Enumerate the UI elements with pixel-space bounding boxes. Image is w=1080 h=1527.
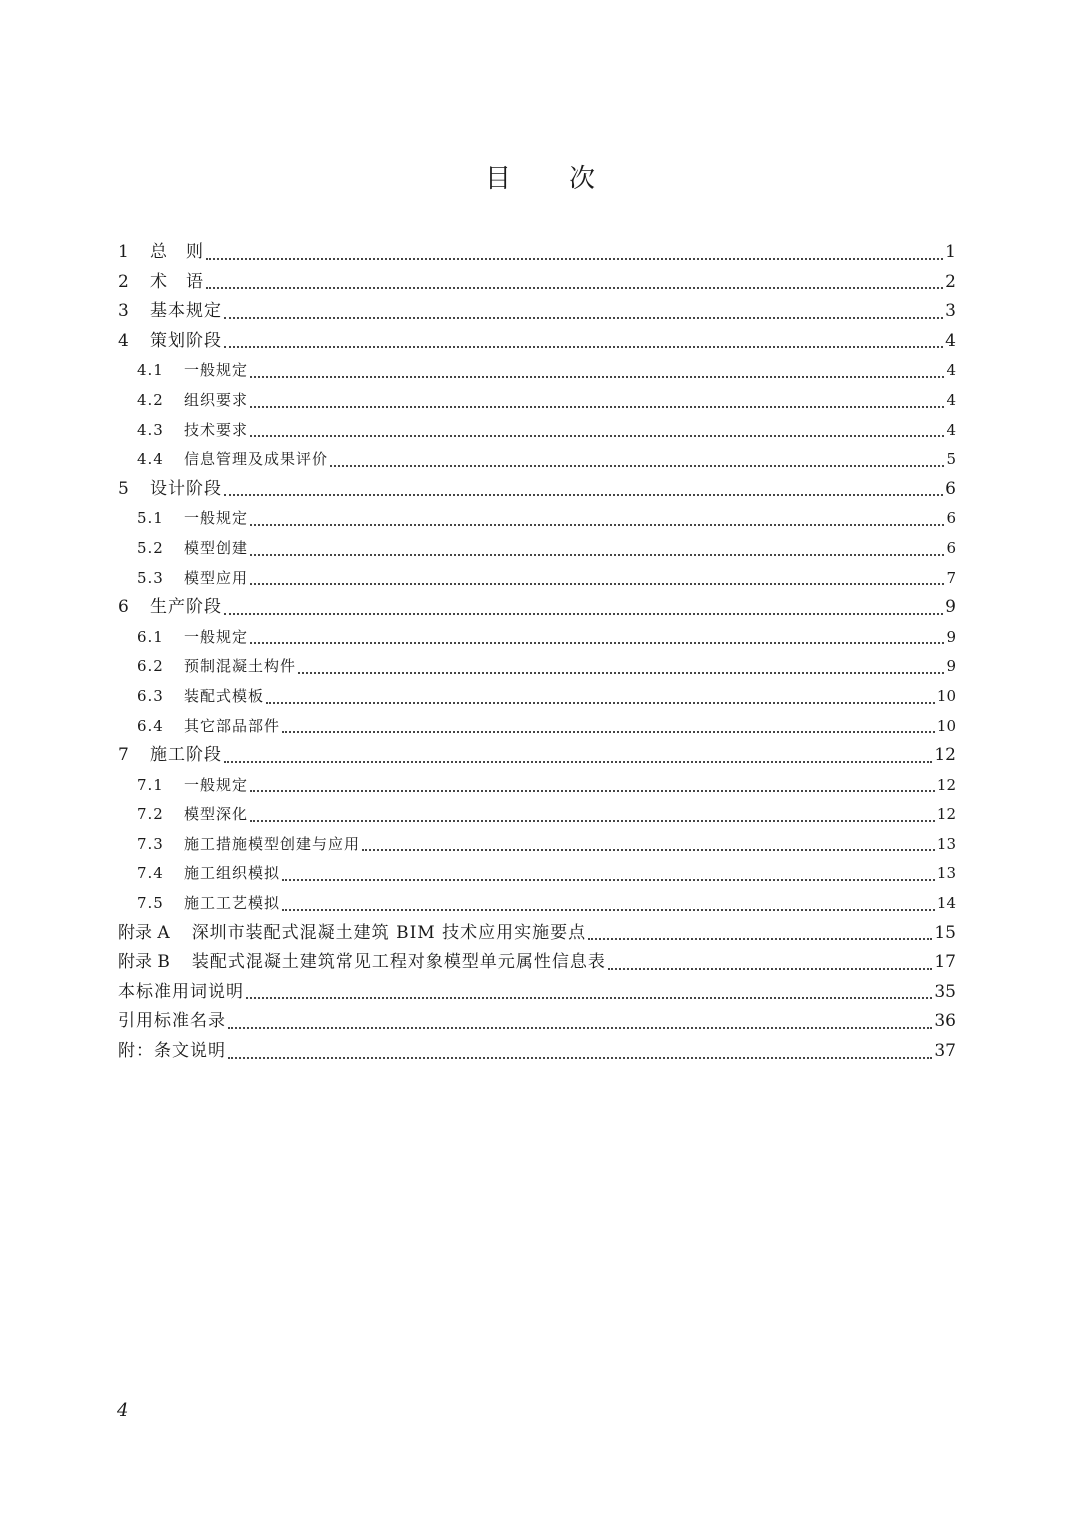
toc-entry-page: 5 xyxy=(946,450,956,469)
toc-entry[interactable] xyxy=(118,978,956,1008)
toc-entry-page: 13 xyxy=(936,864,956,883)
toc-entry-page: 4 xyxy=(946,390,956,409)
toc-entry-page: 10 xyxy=(936,686,956,705)
toc-subentry[interactable] xyxy=(118,564,956,594)
toc-entry-page: 35 xyxy=(934,981,956,1002)
toc-entry[interactable] xyxy=(118,238,956,268)
toc-entry-page: 37 xyxy=(934,1041,956,1062)
toc-subentry[interactable] xyxy=(118,386,956,416)
toc-entry-label: 施工阶段 xyxy=(150,745,222,766)
toc-entry[interactable] xyxy=(118,1007,956,1037)
toc-entry-page: 13 xyxy=(936,834,956,853)
toc-entry-page: 9 xyxy=(946,657,956,676)
toc-entry-number: 4.1 xyxy=(137,361,164,380)
dot-leader xyxy=(228,1057,932,1059)
dot-leader xyxy=(250,406,944,408)
dot-leader xyxy=(282,909,935,911)
toc-entry[interactable] xyxy=(118,1037,956,1067)
toc-entry-number: 3 xyxy=(118,301,129,322)
dot-leader xyxy=(282,879,935,881)
toc-subentry[interactable] xyxy=(118,859,956,889)
toc-subentry[interactable] xyxy=(118,712,956,742)
toc-entry-label: 设计阶段 xyxy=(150,478,222,499)
dot-leader xyxy=(250,642,944,644)
toc-entry-page: 10 xyxy=(936,716,956,735)
toc-entry-page: 9 xyxy=(945,597,956,618)
page-number: 4 xyxy=(117,1400,129,1421)
toc-entry-label: 本标准用词说明 xyxy=(118,981,244,1002)
toc-entry-label: 策划阶段 xyxy=(150,330,222,351)
toc-entry-number: 5 xyxy=(118,478,129,499)
toc-entry-label: 一般规定 xyxy=(184,361,249,380)
toc-entry[interactable] xyxy=(118,268,956,298)
toc-entry-number: 7.2 xyxy=(137,805,164,824)
toc-subentry[interactable] xyxy=(118,652,956,682)
dot-leader xyxy=(250,524,944,526)
dot-leader xyxy=(224,317,943,319)
toc-subentry[interactable] xyxy=(118,623,956,653)
toc-entry-page: 12 xyxy=(936,775,956,794)
dot-leader xyxy=(224,613,943,615)
toc-entry-number: 4.4 xyxy=(137,450,164,469)
toc-entry-label: 一般规定 xyxy=(184,775,249,794)
dot-leader xyxy=(250,790,935,792)
dot-leader xyxy=(298,672,944,674)
dot-leader xyxy=(250,376,944,378)
dot-leader xyxy=(250,435,944,437)
toc-entry[interactable] xyxy=(118,327,956,357)
toc-subentry[interactable] xyxy=(118,830,956,860)
toc-entry-label: 施工工艺模拟 xyxy=(184,894,281,913)
toc-entry-label: 组织要求 xyxy=(184,390,249,409)
dot-leader xyxy=(224,761,932,763)
toc-entry-page: 4 xyxy=(946,420,956,439)
dot-leader xyxy=(228,1027,932,1029)
toc-entry-label: 模型应用 xyxy=(184,568,249,587)
dot-leader xyxy=(224,346,943,348)
toc-entry-label: 施工组织模拟 xyxy=(184,864,281,883)
dot-leader xyxy=(588,938,932,940)
toc-entry-label: 引用标准名录 xyxy=(118,1011,226,1032)
toc-entry-label: 技术要求 xyxy=(184,420,249,439)
toc-entry-number: 6.4 xyxy=(137,716,164,735)
toc-entry[interactable] xyxy=(118,297,956,327)
toc-subentry[interactable] xyxy=(118,445,956,475)
toc-entry-label: 生产阶段 xyxy=(150,597,222,618)
toc-entry-number: 4 xyxy=(118,330,129,351)
toc-subentry[interactable] xyxy=(118,800,956,830)
toc-entry-label: 模型创建 xyxy=(184,538,249,557)
toc-subentry[interactable] xyxy=(118,534,956,564)
toc-entry-label: 施工措施模型创建与应用 xyxy=(184,834,361,853)
toc-entry-page: 14 xyxy=(936,894,956,913)
toc-entry-page: 12 xyxy=(936,805,956,824)
toc-entry-page: 6 xyxy=(946,538,956,557)
dot-leader xyxy=(330,465,944,467)
toc-entry-page: 4 xyxy=(946,361,956,380)
dot-leader xyxy=(362,849,935,851)
toc-entry[interactable] xyxy=(118,919,956,949)
toc-entry-page: 15 xyxy=(934,922,956,943)
toc-entry-label: 其它部品部件 xyxy=(184,716,281,735)
title-char-1: 目 xyxy=(484,164,511,194)
toc-entry-page: 17 xyxy=(934,952,956,973)
toc-entry-label: 附：条文说明 xyxy=(118,1041,226,1062)
toc-entry-label: 信息管理及成果评价 xyxy=(184,450,329,469)
dot-leader xyxy=(246,997,932,999)
toc-subentry[interactable] xyxy=(118,889,956,919)
toc-entry-label: 装配式模板 xyxy=(184,686,265,705)
toc-entry-page: 4 xyxy=(945,330,956,351)
dot-leader xyxy=(250,820,935,822)
table-of-contents xyxy=(118,238,956,1067)
toc-entry-label: 术 语 xyxy=(150,271,204,292)
toc-entry-label: 一般规定 xyxy=(184,509,249,528)
dot-leader xyxy=(250,554,944,556)
toc-entry[interactable] xyxy=(118,948,956,978)
dot-leader xyxy=(266,702,935,704)
toc-entry-number: 6.1 xyxy=(137,627,164,646)
toc-entry-page: 2 xyxy=(945,271,956,292)
toc-entry-label: 装配式混凝土建筑常见工程对象模型单元属性信息表 xyxy=(191,952,606,973)
toc-entry-page: 1 xyxy=(945,242,956,262)
toc-entry-number: 7.5 xyxy=(137,894,164,913)
toc-entry-number: 7 xyxy=(118,745,129,766)
toc-entry[interactable] xyxy=(118,741,956,771)
toc-entry-number: 4.3 xyxy=(137,420,164,439)
toc-entry-number: 7.4 xyxy=(137,864,164,883)
toc-entry-page: 7 xyxy=(946,568,956,587)
toc-subentry[interactable] xyxy=(118,771,956,801)
dot-leader xyxy=(250,583,944,585)
dot-leader xyxy=(206,258,943,260)
title-char-2: 次 xyxy=(569,164,596,194)
dot-leader xyxy=(206,287,943,289)
toc-subentry[interactable] xyxy=(118,504,956,534)
toc-entry-label: 基本规定 xyxy=(150,301,222,322)
toc-entry-number: 5.3 xyxy=(137,568,164,587)
dot-leader xyxy=(282,731,935,733)
toc-entry-label: 总 则 xyxy=(150,242,204,262)
toc-subentry[interactable] xyxy=(118,682,956,712)
toc-entry-number: 2 xyxy=(118,271,129,292)
toc-entry-label: 模型深化 xyxy=(184,805,249,824)
toc-entry-page: 6 xyxy=(945,478,956,499)
toc-entry-label: 一般规定 xyxy=(184,627,249,646)
toc-entry-page: 9 xyxy=(946,627,956,646)
dot-leader xyxy=(224,494,943,496)
dot-leader xyxy=(608,968,932,970)
toc-entry-number: 4.2 xyxy=(137,390,164,409)
toc-entry-number: 附录 A xyxy=(118,922,170,943)
toc-subentry[interactable] xyxy=(118,356,956,386)
toc-entry-number: 附录 B xyxy=(118,952,170,973)
toc-entry-number: 6 xyxy=(118,597,129,618)
toc-entry-number: 5.1 xyxy=(137,509,164,528)
toc-entry[interactable] xyxy=(118,475,956,505)
toc-entry-number: 7.3 xyxy=(137,834,164,853)
toc-entry-page: 12 xyxy=(934,745,956,766)
toc-entry-number: 1 xyxy=(118,242,129,262)
toc-entry-number: 6.3 xyxy=(137,686,164,705)
toc-subentry[interactable] xyxy=(118,416,956,446)
toc-entry-number: 6.2 xyxy=(137,657,164,676)
toc-entry-label: 预制混凝土构件 xyxy=(184,657,297,676)
toc-entry-page: 6 xyxy=(946,509,956,528)
toc-entry-page: 36 xyxy=(934,1011,956,1032)
toc-entry-label: 深圳市装配式混凝土建筑 BIM 技术应用实施要点 xyxy=(191,922,587,943)
toc-entry[interactable] xyxy=(118,593,956,623)
page-title xyxy=(0,158,1080,195)
toc-entry-number: 7.1 xyxy=(137,775,164,794)
toc-entry-page: 3 xyxy=(945,301,956,322)
toc-entry-number: 5.2 xyxy=(137,538,164,557)
